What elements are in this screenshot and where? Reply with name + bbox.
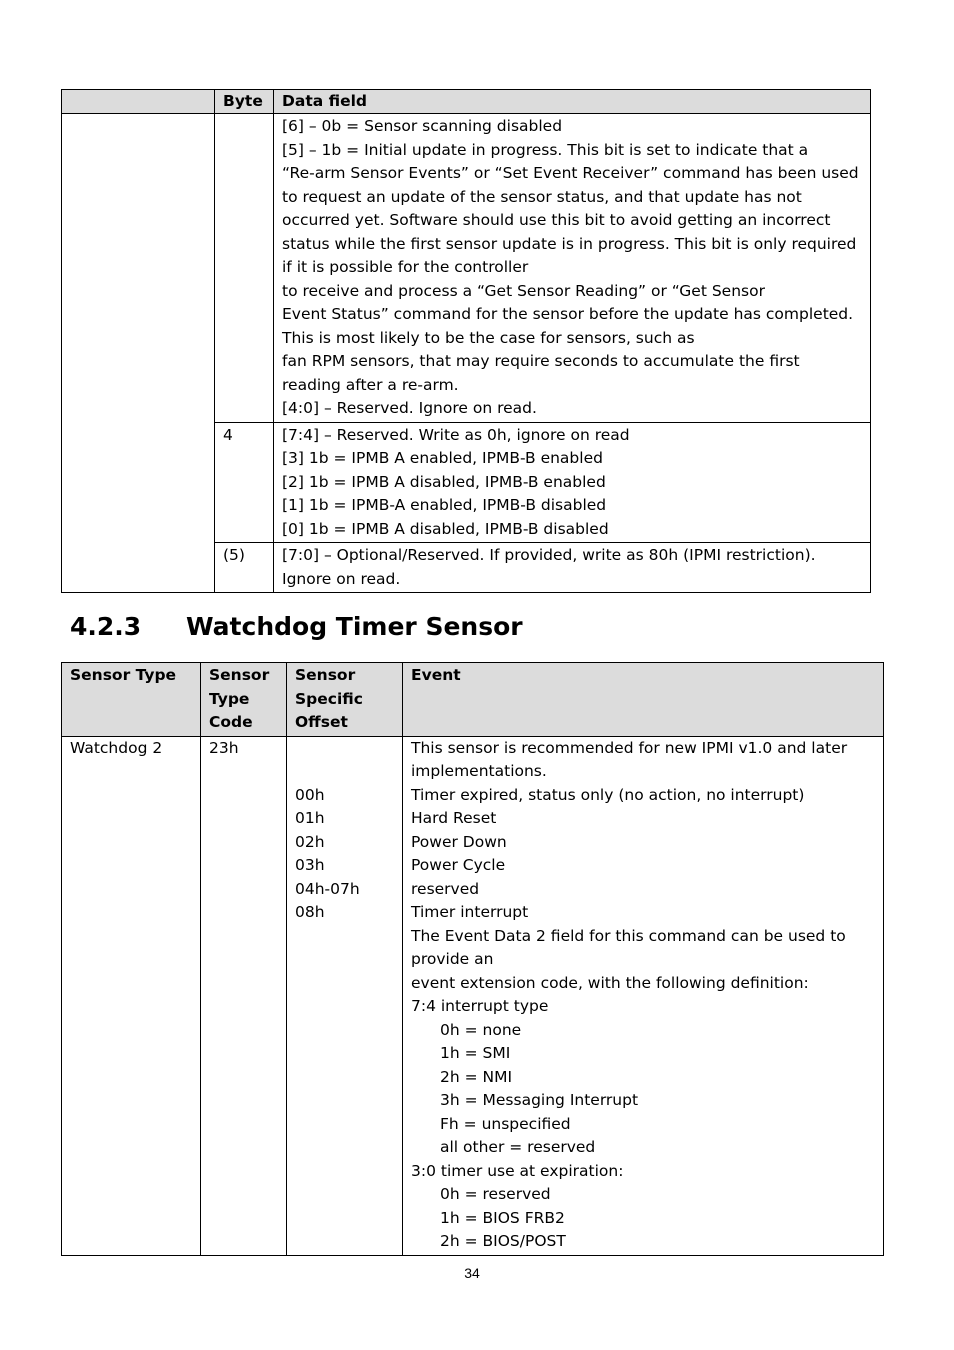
data-line: if it is possible for the controller: [282, 258, 529, 276]
header-line: Sensor: [209, 666, 270, 684]
header-line: Sensor Type: [70, 666, 177, 684]
section-heading: [70, 609, 523, 645]
event-cell: [403, 736, 884, 1255]
data-line: [0] 1b = IPMB A disabled, IPMB-B disabled: [282, 519, 609, 538]
header-sensor-type: [62, 663, 201, 737]
offset-line: 02h: [295, 832, 325, 851]
byte-cell: (5): [215, 543, 274, 593]
header-line: Specific: [295, 689, 363, 708]
cell-text: Watchdog 2: [70, 738, 163, 757]
header-sensor-specific-offset: [287, 663, 403, 737]
event-line: Timer expired, status only (no action, no interrupt): [411, 785, 805, 804]
offset-line: 03h: [295, 856, 325, 874]
data-line: [6] – 0b = Sensor scanning disabled: [282, 117, 563, 135]
data-line: Event Status” command for the sensor before the update has completed.: [282, 305, 854, 323]
byte-cell: [215, 114, 274, 423]
offset-line: [295, 737, 394, 761]
table-row: [62, 736, 884, 1255]
data-line: [7:0] – Optional/Reserved. If provided, write as 80h (IPMI restriction).: [282, 546, 816, 564]
byte-cell: 4: [215, 422, 274, 543]
event-line: Timer interrupt: [411, 903, 529, 921]
section-number: 4.2.3: [70, 612, 142, 641]
header-line: Code: [209, 713, 253, 731]
sensor-type-code-cell: [201, 736, 287, 1255]
data-field-cell: [274, 422, 871, 543]
data-line: reading after a re-arm.: [282, 375, 459, 394]
event-line: event extension code, with the following definition:: [411, 973, 809, 992]
header-byte: Byte: [215, 90, 274, 114]
data-line: “Re-arm Sensor Events” or “Set Event Receiver” command has been used: [282, 164, 859, 182]
event-line: 0h = none: [440, 1020, 522, 1039]
data-field-cell: [274, 543, 871, 593]
data-line: [1] 1b = IPMB-A enabled, IPMB-B disabled: [282, 496, 607, 514]
data-line: to request an update of the sensor status, and that update has not: [282, 187, 802, 206]
header-event: [403, 663, 884, 737]
offset-line: [295, 760, 394, 784]
header-data-field: Data field: [274, 90, 871, 114]
event-line: 3h = Messaging Interrupt: [440, 1091, 639, 1109]
event-line: 2h = BIOS/POST: [440, 1232, 566, 1250]
data-line: fan RPM sensors, that may require seconds to accumulate the first: [282, 352, 800, 370]
event-line: 7:4 interrupt type: [411, 997, 549, 1015]
data-line: to receive and process a “Get Sensor Reading” or “Get Sensor: [282, 281, 765, 300]
event-line: 2h = NMI: [440, 1067, 513, 1086]
event-line: Fh = unspecified: [440, 1114, 571, 1133]
event-line: Hard Reset: [411, 809, 497, 827]
event-line: 3:0 timer use at expiration:: [411, 1161, 624, 1180]
data-line: [4:0] – Reserved. Ignore on read.: [282, 399, 537, 417]
sensor-type-cell: [62, 736, 201, 1255]
header-sensor-type-code: [201, 663, 287, 737]
data-line: Ignore on read.: [282, 569, 401, 588]
data-line: [7:4] – Reserved. Write as 0h, ignore on read: [282, 425, 630, 444]
data-line: [2] 1b = IPMB A disabled, IPMB-B enabled: [282, 472, 606, 491]
event-line: Power Cycle: [411, 856, 506, 874]
event-line: The Event Data 2 field for this command can be used to: [411, 926, 846, 945]
event-line: 0h = reserved: [440, 1185, 551, 1203]
event-line: Power Down: [411, 832, 507, 851]
event-line: 1h = BIOS FRB2: [440, 1208, 565, 1227]
offset-line: 01h: [295, 809, 325, 827]
header-line: Offset: [295, 713, 348, 731]
event-line: 1h = SMI: [440, 1044, 511, 1062]
event-line: This sensor is recommended for new IPMI v1.0 and later: [411, 738, 848, 757]
header-blank: [62, 90, 215, 114]
data-line: This is most likely to be the case for sensors, such as: [282, 328, 695, 347]
header-line: Event: [411, 666, 461, 684]
data-line: [3] 1b = IPMB A enabled, IPMB-B enabled: [282, 449, 603, 467]
data-field-cell: [274, 114, 871, 423]
cell-text: 23h: [209, 738, 239, 757]
section-title: Watchdog Timer Sensor: [186, 612, 523, 641]
offset-line: 00h: [295, 785, 325, 804]
offset-line: 04h-07h: [295, 879, 360, 898]
byte-data-field-table: [61, 89, 871, 593]
page-number: 34: [464, 1265, 480, 1281]
header-line: Type: [209, 689, 250, 708]
data-line: status while the first sensor update is in progress. This bit is only required: [282, 234, 857, 253]
data-line: [5] – 1b = Initial update in progress. This bit is set to indicate that a: [282, 140, 809, 159]
event-line: provide an: [411, 950, 494, 968]
header-line: Sensor: [295, 666, 356, 684]
table-row: [62, 114, 871, 423]
data-line: occurred yet. Software should use this bit to avoid getting an incorrect: [282, 211, 831, 229]
event-line: implementations.: [411, 762, 547, 780]
table-header-row: [62, 663, 884, 737]
offset-line: 08h: [295, 903, 325, 921]
watchdog-sensor-table: [61, 662, 884, 1256]
table-header-row: [62, 90, 871, 114]
merged-label-cell: [62, 114, 215, 593]
offset-cell: [287, 736, 403, 1255]
event-line: reserved: [411, 879, 480, 898]
event-line: all other = reserved: [440, 1138, 596, 1156]
